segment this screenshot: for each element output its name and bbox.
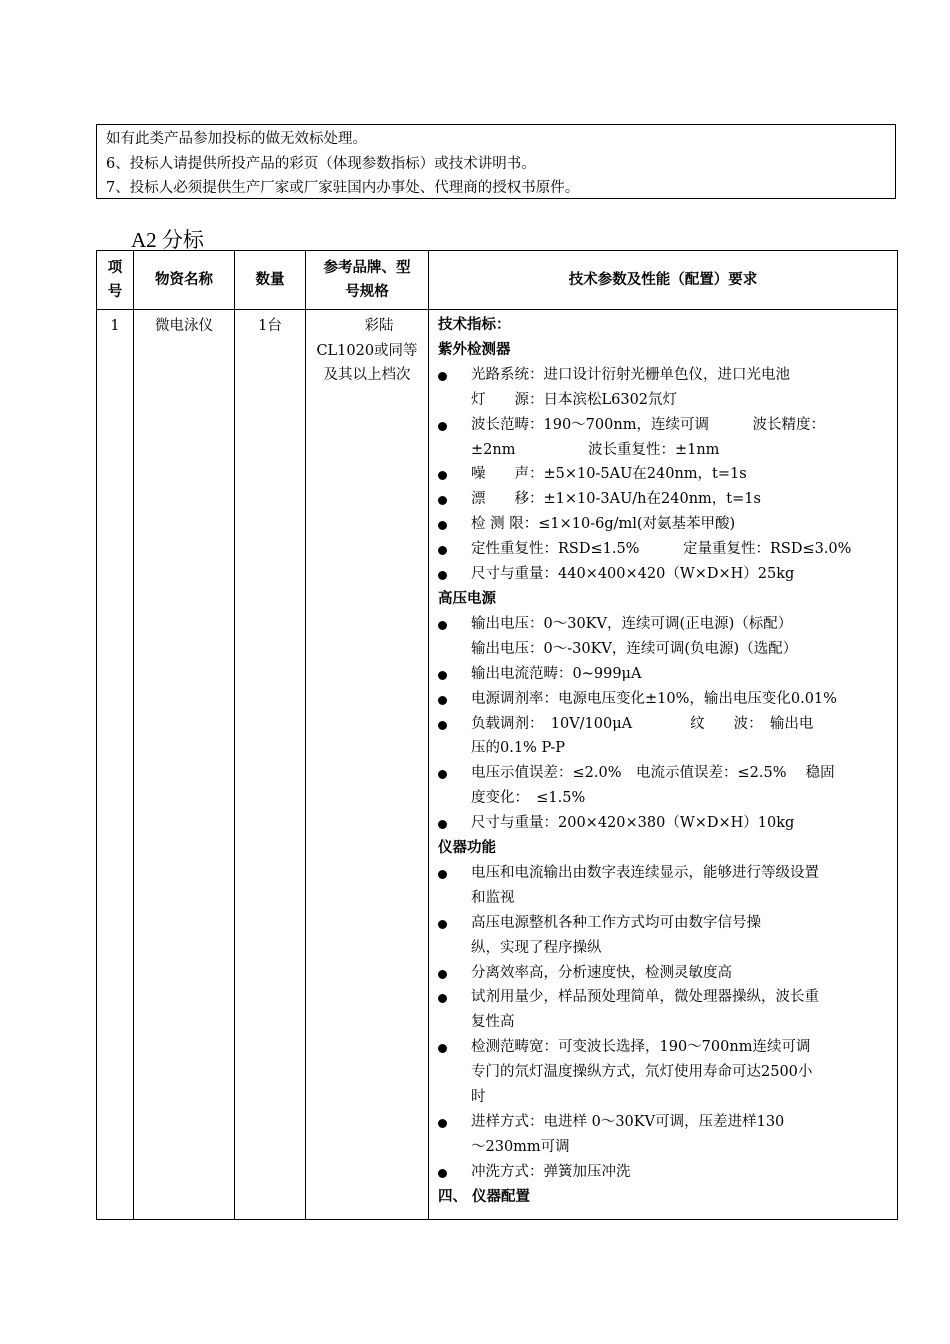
bullet-icon: [438, 721, 447, 730]
bullet-icon: [438, 920, 447, 929]
function-heading: 仪器功能: [438, 839, 496, 857]
header-brand: 参考品牌、型 号规格: [306, 251, 429, 310]
hv-spec-item: [438, 612, 889, 662]
bullet-icon: [438, 372, 447, 381]
notes-box: [96, 124, 896, 199]
function-item: [438, 1160, 889, 1185]
spec-line: 波长范畴：190～700nm，连续可调 波长精度：: [471, 416, 825, 433]
bullet-icon: [438, 870, 447, 879]
hv-spec-item: [438, 712, 889, 762]
bullet-icon: [438, 970, 447, 979]
spec-line: 尺寸与重量：200×420×380（W×D×H）10kg: [471, 815, 795, 832]
function-item: [438, 1110, 889, 1160]
header-name: 物资名称: [134, 251, 235, 310]
uv-spec-item: [438, 413, 889, 463]
uv-spec-item: [438, 537, 889, 562]
hv-spec-item: [438, 662, 889, 687]
bullet-icon: [438, 1169, 447, 1178]
uv-spec-item: [438, 562, 889, 587]
bullet-icon: [438, 546, 447, 555]
spec-line: 输出电压：0～-30KV，连续可调(负电源)（选配）: [471, 640, 798, 657]
spec-line: 输出电压：0～30KV，连续可调(正电源)（标配）: [471, 615, 793, 632]
spec-line: 检 测 限：≤1×10-6g/ml(对氨基苯甲酸): [471, 516, 736, 533]
spec-line: 定性重复性：RSD≤1.5% 定量重复性：RSD≤3.0%: [471, 541, 852, 558]
bullet-icon: [438, 521, 447, 530]
bullet-icon: [438, 1044, 447, 1053]
spec-line: 输出电流范畴：0~999μA: [471, 665, 642, 682]
uv-spec-item: [438, 363, 889, 413]
cell-spec: [429, 310, 898, 1220]
spec-line: 分离效率高，分析速度快，检测灵敏度高: [471, 964, 732, 981]
bullet-icon: [438, 471, 447, 480]
spec-line: 冲洗方式：弹簧加压冲洗: [471, 1163, 631, 1180]
header-spec: 技术参数及性能（配置）要求: [429, 251, 898, 310]
function-item: [438, 961, 889, 986]
spec-line: 复性高: [471, 1014, 515, 1031]
spec-line: 度变化： ≤1.5%: [471, 790, 586, 807]
note-line: 如有此类产品参加投标的做无效标处理。: [106, 131, 367, 147]
spec-line: 专门的氘灯温度操纵方式，氘灯使用寿命可达2500小: [471, 1064, 813, 1081]
spec-line: 纵，实现了程序操纵: [471, 939, 602, 956]
spec-line: 负载调剂： 10V/100μA 纹 波： 输出电: [471, 715, 814, 732]
uv-detector-heading: 紫外检测器: [438, 340, 511, 358]
bullet-icon: [438, 994, 447, 1003]
note-line: 7、投标人必须提供生产厂家或厂家驻国内办事处、代理商的授权书原件。: [106, 180, 580, 196]
hv-spec-item: [438, 761, 889, 811]
spec-line: 时: [471, 1089, 486, 1106]
bullet-icon: [438, 671, 447, 680]
spec-line: 电源调剂率：电源电压变化±10%，输出电压变化0.01%: [471, 690, 837, 707]
uv-spec-item: [438, 512, 889, 537]
spec-title: 技术指标：: [438, 316, 511, 333]
spec-line: 电压示值误差：≤2.0% 电流示值误差：≤2.5% 稳固: [471, 765, 835, 782]
spec-line: 尺寸与重量：440×400×420（W×D×H）25kg: [471, 566, 795, 583]
note-line: 6、投标人请提供所投产品的彩页（体现参数指标）或技术讲明书。: [106, 155, 536, 172]
spec-line: 试剂用量少，样品预处理简单，微处理器操纵，波长重: [471, 989, 819, 1006]
spec-line: ～230mm可调: [471, 1138, 570, 1155]
bullet-icon: [438, 422, 447, 431]
hv-spec-item: [438, 811, 889, 836]
hv-spec-item: [438, 687, 889, 712]
spec-line: 检测范畴宽：可变波长选择，190～700nm连续可调: [471, 1039, 811, 1056]
spec-line: 压的0.1% P-P: [471, 740, 566, 757]
requirements-table: [96, 250, 898, 1220]
spec-line: 光路系统：进口设计衍射光栅单色仪，进口光电池: [471, 366, 790, 383]
table-header-row: [97, 251, 898, 310]
hv-power-heading: 高压电源: [438, 589, 496, 607]
header-qty: 数量: [235, 251, 306, 310]
spec-line: 和监视: [471, 889, 515, 906]
function-item: [438, 861, 889, 911]
section-title: A2 分标: [131, 228, 204, 252]
cell-qty: 1台: [235, 310, 306, 1220]
bullet-icon: [438, 571, 447, 580]
spec-line: 电压和电流输出由数字表连续显示，能够进行等级设置: [471, 864, 819, 881]
spec-line: 高压电源整机各种工作方式均可由数字信号操: [471, 914, 761, 931]
function-item: [438, 1035, 889, 1110]
uv-spec-item: [438, 487, 889, 512]
spec-line: 进样方式：电进样 0～30KV可调，压差进样130: [471, 1114, 785, 1130]
bullet-icon: [438, 621, 447, 630]
bullet-icon: [438, 696, 447, 705]
table-row: [97, 310, 898, 1220]
bullet-icon: [438, 496, 447, 505]
spec-line: ±2nm 波长重复性：±1nm: [471, 441, 720, 458]
bullet-icon: [438, 820, 447, 829]
spec-line: 漂 移：±1×10-3AU/h在240nm，t=1s: [471, 491, 761, 508]
spec-line: 灯 源：日本滨松L6302氘灯: [471, 391, 678, 408]
spec-line: 噪 声：±5×10-5AU在240nm，t=1s: [471, 466, 747, 483]
bullet-icon: [438, 770, 447, 779]
bullet-icon: [438, 1119, 447, 1128]
cell-name: 微电泳仪: [134, 310, 235, 1220]
cell-no: 1: [97, 310, 134, 1220]
uv-spec-item: [438, 462, 889, 487]
header-no: 项 号: [97, 251, 134, 310]
function-item: [438, 911, 889, 961]
config-heading: 四、 仪器配置: [438, 1187, 531, 1205]
function-item: [438, 985, 889, 1035]
cell-brand: 彩陆 CL1020或同等 及其以上档次: [306, 310, 429, 1220]
